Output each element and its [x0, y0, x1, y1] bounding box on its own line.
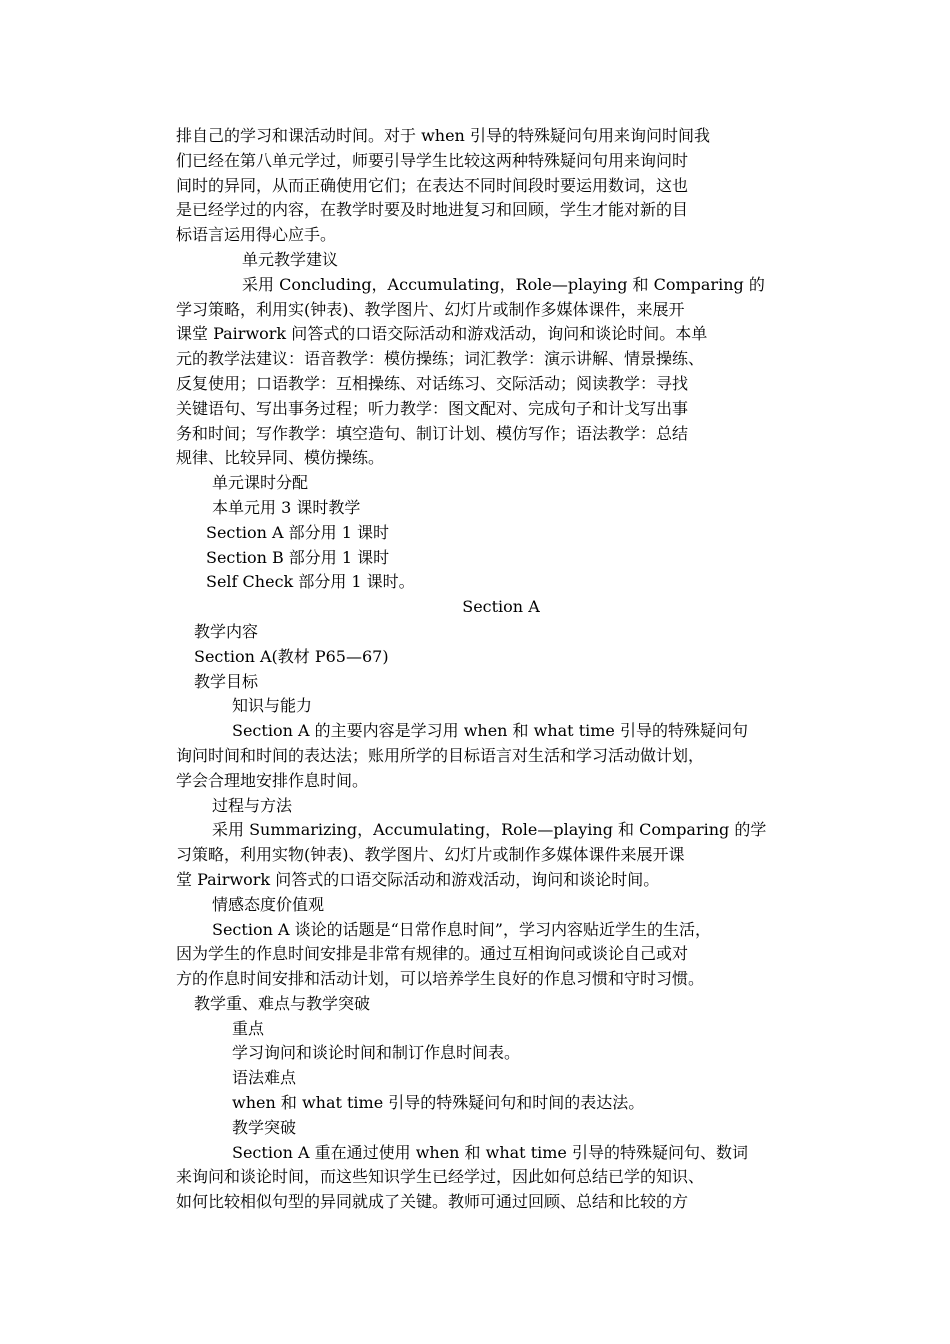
text-line: 本单元用 3 课时教学: [212, 497, 361, 517]
text-line: 采用 Summarizing，Accumulating，Role—playing 和 Comparing 的学: [212, 820, 767, 840]
text-line: 元的教学法建议：语音教学：模仿操练；词汇教学：演示讲解、情景操练、: [176, 349, 705, 369]
text-line: 反复使用；口语教学：互相操练、对话练习、交际活动；阅读教学：寻找: [176, 373, 689, 393]
text-line: 学习策略，利用实(钟表)、教学图片、幻灯片或制作多媒体课件，来展开: [176, 299, 685, 319]
text-line: Section A: [462, 597, 540, 617]
text-line: when 和 what time 引导的特殊疑问句和时间的表达法。: [232, 1093, 645, 1113]
text-line: 习策略，利用实物(钟表)、教学图片、幻灯片或制作多媒体课件来展开课: [176, 845, 685, 865]
text-line: 间时的异同，从而正确使用它们；在表达不同时间段时要运用数词，这也: [176, 175, 689, 195]
text-line: Section A 部分用 1 课时: [206, 522, 389, 542]
text-line: 教学目标: [194, 671, 259, 691]
text-line: Section A 谈论的话题是“日常作息时间”，学习内容贴近学生的生活，: [212, 919, 711, 939]
text-line: 因为学生的作息时间安排是非常有规律的。通过互相询问或谈论自己或对: [176, 944, 689, 964]
text-line: 过程与方法: [212, 795, 293, 815]
text-line: 重点: [232, 1018, 265, 1038]
text-line: 教学内容: [194, 621, 259, 641]
text-line: Section A 重在通过使用 when 和 what time 引导的特殊疑问句、数词: [232, 1142, 748, 1162]
text-line: 标语言运用得心应手。: [176, 225, 337, 245]
text-line: Section A 的主要内容是学习用 when 和 what time 引导的特殊疑问句: [232, 721, 748, 741]
text-line: 单元教学建议: [242, 249, 339, 269]
text-line: 学习询问和谈论时间和制订作息时间表。: [232, 1043, 521, 1063]
text-line: 堂 Pairwork 问答式的口语交际活动和游戏活动，询问和谈论时间。: [176, 869, 660, 889]
text-line: 如何比较相似句型的异同就成了关键。教师可通过回顾、总结和比较的方: [176, 1192, 689, 1212]
text-line: 语法难点: [232, 1068, 297, 1088]
text-line: 规律、比较异同、模仿操练。: [176, 448, 385, 468]
document-page: [176, 124, 826, 1215]
text-line: 关键语句、写出事务过程；听力教学：图文配对、完成句子和计戈写出事: [176, 398, 689, 418]
text-line: 排自己的学习和课活动时间。对于 when 引导的特殊疑问句用来询问时间我: [176, 126, 710, 145]
text-line: 学会合理地安排作息时间。: [176, 770, 369, 790]
text-line: Section B 部分用 1 课时: [206, 547, 390, 567]
text-line: Section A(教材 P65—67): [194, 646, 389, 666]
text-line: 教学突破: [232, 1117, 297, 1137]
text-line: 来询问和谈论时间，而这些知识学生已经学过，因此如何总结已学的知识、: [176, 1167, 705, 1187]
text-line: 询问时间和时间的表达法；账用所学的目标语言对生活和学习活动做计划，: [176, 745, 705, 765]
text-line: 是已经学过的内容，在教学时要及时地进复习和回顾，学生才能对新的目: [176, 200, 689, 220]
text-line: 单元课时分配: [212, 473, 309, 493]
text-line: 知识与能力: [232, 696, 313, 716]
text-line: 教学重、难点与教学突破: [194, 993, 371, 1013]
text-line: 务和时间；写作教学：填空造句、制订计划、模仿写作；语法教学：总结: [176, 423, 689, 443]
text-line: Self Check 部分用 1 课时。: [206, 572, 415, 592]
text-line: 课堂 Pairwork 问答式的口语交际活动和游戏活动，询问和谈论时间。本单: [176, 324, 708, 344]
text-line: 采用 Concluding，Accumulating，Role—playing 和 Comparing 的: [242, 274, 765, 294]
text-line: 方的作息时间安排和活动计划，可以培养学生良好的作息习惯和守时习惯。: [176, 969, 705, 989]
text-line: 情感态度价值观: [212, 894, 325, 914]
text-line: 们已经在第八单元学过，师要引导学生比较这两种特殊疑问句用来询问时: [176, 150, 689, 170]
